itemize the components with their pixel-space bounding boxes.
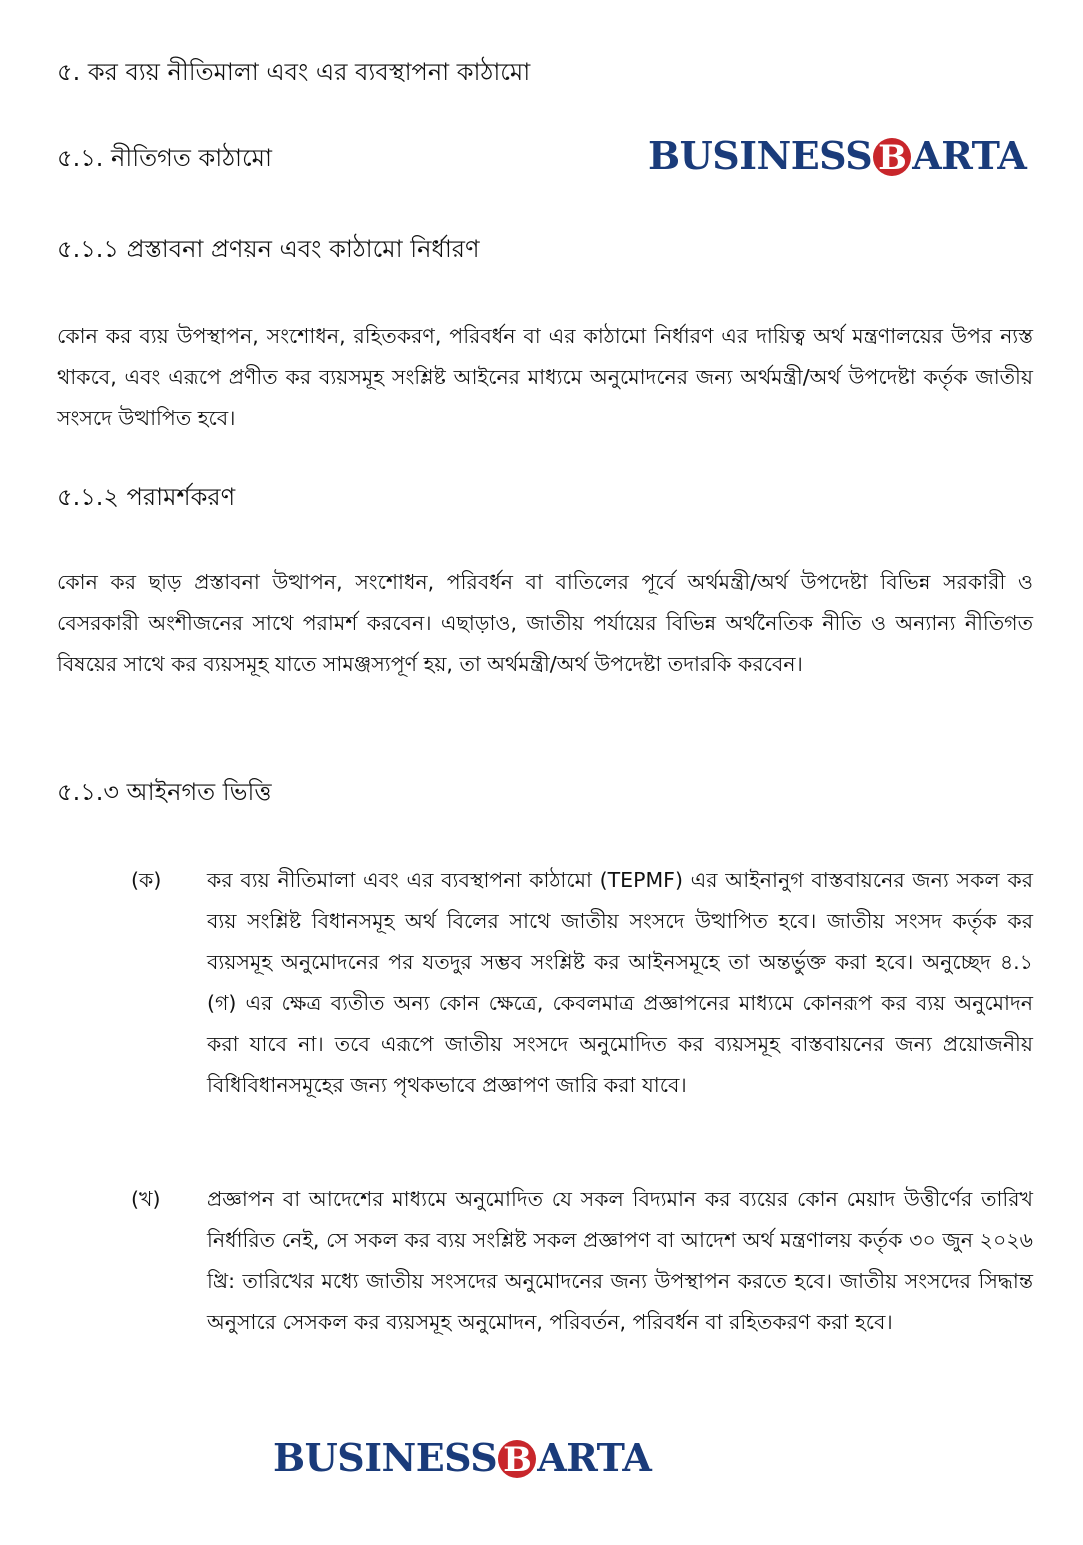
item-kha-label: (খ) xyxy=(131,1187,161,1211)
section-5-1-1-heading: ৫.১.১ প্রস্তাবনা প্রণয়ন এবং কাঠামো নির্ধারণ xyxy=(57,235,480,263)
logo-text-after: ARTA xyxy=(537,1435,652,1480)
business-barta-logo-bottom xyxy=(273,1435,651,1481)
section-5-1-1-body: কোন কর ব্যয় উপস্থাপন, সংশোধন, রহিতকরণ, পরিবর্ধন বা এর কাঠামো নির্ধারণ এর দায়িত্ব অর্থ মন্ত্রণালয়ের উপর ন্যস্ত থাকবে, এবং এরূপে প্রণীত কর ব্যয়সমূহ সংশ্লিষ্ট আইনের মাধ্যমে অনুমোদনের জন্য অর্থমন্ত্রী/অর্থ উপদেষ্টা কর্তৃক জাতীয় সংসদে উত্থাপিত হবে। xyxy=(57,324,1033,430)
logo-text-before: BUSINESS xyxy=(273,1435,498,1480)
logo-text-after: ARTA xyxy=(912,133,1027,178)
business-barta-logo-top xyxy=(648,133,1026,179)
section-5-heading: ৫. কর ব্যয় নীতিমালা এবং এর ব্যবস্থাপনা কাঠামো xyxy=(57,58,531,86)
logo-text-before: BUSINESS xyxy=(648,133,873,178)
item-ka-text: কর ব্যয় নীতিমালা এবং এর ব্যবস্থাপনা কাঠামো (TEPMF) এর আইনানুগ বাস্তবায়নের জন্য সকল কর ব্যয় সংশ্লিষ্ট বিধানসমূহ অর্থ বিলের সাথে জাতীয় সংসদে উত্থাপিত হবে। জাতীয় সংসদ কর্তৃক কর ব্যয়সমূহ অনুমোদনের পর যতদুর সম্ভব সংশ্লিষ্ট কর আইনসমূহে তা অন্তর্ভুক্ত করা হবে। অনুচ্ছেদ ৪.১ (গ) এর ক্ষেত্র ব্যতীত অন্য কোন ক্ষেত্রে, কেবলমাত্র প্রজ্ঞাপনের মাধ্যমে কোনরূপ কর ব্যয় অনুমোদন করা যাবে না। তবে এরূপে জাতীয় সংসদে অনুমোদিত কর ব্যয়সমূহ বাস্তবায়নের জন্য প্রয়োজনীয় বিধিবিধানসমূহের জন্য পৃথকভাবে প্রজ্ঞাপণ জারি করা যাবে। xyxy=(207,868,1033,1097)
section-5-1-2-heading: ৫.১.২ পরামর্শকরণ xyxy=(57,483,236,511)
section-5-1-2-body: কোন কর ছাড় প্রস্তাবনা উত্থাপন, সংশোধন, পরিবর্ধন বা বাতিলের পূর্বে অর্থমন্ত্রী/অর্থ উপদেষ্টা বিভিন্ন সরকারী ও বেসরকারী অংশীজনের সাথে পরামর্শ করবেন। এছাড়াও, জাতীয় পর্যায়ের বিভিন্ন অর্থনৈতিক নীতি ও অন্যান্য নীতিগত বিষয়ের সাথে কর ব্যয়সমূহ যাতে সামঞ্জস্যপূর্ণ হয়, তা অর্থমন্ত্রী/অর্থ উপদেষ্টা তদারকি করবেন। xyxy=(57,570,1033,676)
section-5-1-3-heading: ৫.১.৩ আইনগত ভিত্তি xyxy=(57,778,272,806)
section-5-1-heading: ৫.১. নীতিগত কাঠামো xyxy=(57,144,272,172)
item-ka-label: (ক) xyxy=(131,868,162,892)
logo-b-mark: B xyxy=(498,1440,536,1478)
logo-b-mark: B xyxy=(873,138,911,176)
item-kha-text: প্রজ্ঞাপন বা আদেশের মাধ্যমে অনুমোদিত যে সকল বিদ্যমান কর ব্যয়ের কোন মেয়াদ উত্তীর্ণের তারিখ নির্ধারিত নেই, সে সকল কর ব্যয় সংশ্লিষ্ট সকল প্রজ্ঞাপণ বা আদেশ অর্থ মন্ত্রণালয় কর্তৃক ৩০ জুন ২০২৬ খ্রি: তারিখের মধ্যে জাতীয় সংসদের অনুমোদনের জন্য উপস্থাপন করতে হবে। জাতীয় সংসদের সিদ্ধান্ত অনুসারে সেসকল কর ব্যয়সমূহ অনুমোদন, পরিবর্তন, পরিবর্ধন বা রহিতকরণ করা হবে। xyxy=(207,1187,1033,1334)
